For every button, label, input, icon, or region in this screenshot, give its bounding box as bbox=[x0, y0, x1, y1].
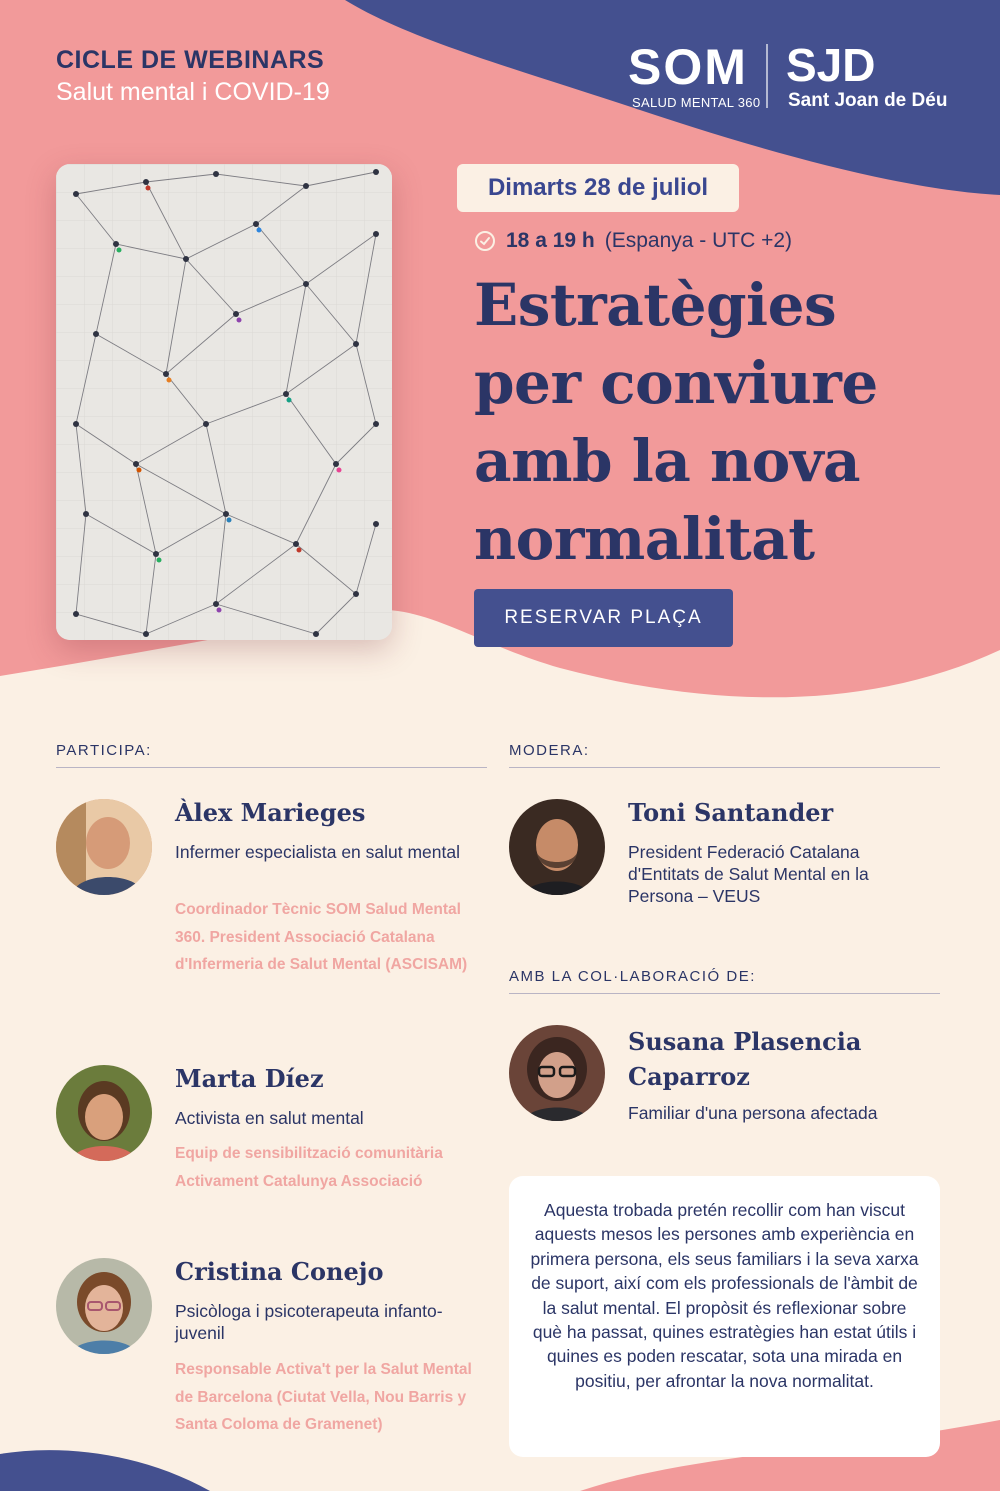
person-role: Activista en salut mental bbox=[175, 1108, 364, 1128]
description-box bbox=[509, 1176, 940, 1457]
logo-divider bbox=[766, 44, 768, 108]
person-name: Cristina Conejo bbox=[175, 1257, 384, 1286]
clock-icon bbox=[474, 230, 496, 252]
collab-heading: AMB LA COL·LABORACIÓ DE: bbox=[509, 968, 756, 985]
event-time-row bbox=[474, 226, 792, 256]
sjd-logo: SJD bbox=[786, 39, 876, 91]
avatar bbox=[56, 799, 152, 895]
event-title-line: Estratègies bbox=[474, 271, 837, 339]
avatar bbox=[509, 799, 605, 895]
person-name: Marta Díez bbox=[175, 1064, 324, 1093]
person-note: Equip de sensibilització comunitària Activament Catalunya Associació bbox=[175, 1145, 443, 1190]
event-timezone: (Espanya - UTC +2) bbox=[604, 229, 793, 252]
series-kicker: CICLE DE WEBINARS bbox=[56, 46, 325, 74]
event-date: Dimarts 28 de juliol bbox=[457, 164, 739, 212]
avatar bbox=[509, 1025, 605, 1121]
person-note: Coordinador Tècnic SOM Salud Mental 360. President Associació Catalana d'Infermeria de Salut Mental (ASCISAM) bbox=[175, 901, 468, 973]
person-name: Susana Plasencia Caparroz bbox=[628, 1027, 862, 1091]
series-topic: Salut mental i COVID-19 bbox=[56, 78, 330, 106]
person-role: Familiar d'una persona afectada bbox=[628, 1103, 878, 1123]
reserve-seat-button[interactable]: RESERVAR PLAÇA bbox=[474, 589, 733, 647]
person-role: Psicòloga i psicoterapeuta infanto-juvenil bbox=[175, 1301, 443, 1343]
avatar bbox=[56, 1258, 152, 1354]
person-note: Responsable Activa't per la Salut Mental de Barcelona (Ciutat Vella, Nou Barris y Santa Coloma de Gramenet) bbox=[175, 1361, 472, 1433]
event-title-line: per conviure bbox=[474, 349, 878, 417]
person-role: Infermer especialista en salut mental bbox=[175, 842, 460, 862]
participa-heading: PARTICIPA: bbox=[56, 742, 152, 759]
som-logo-subtitle: SALUD MENTAL 360 bbox=[632, 95, 761, 110]
event-time: 18 a 19 h bbox=[506, 229, 595, 252]
person-name: Toni Santander bbox=[628, 798, 834, 827]
collab-divider bbox=[509, 993, 940, 994]
participa-divider bbox=[56, 767, 487, 768]
modera-heading: MODERA: bbox=[509, 742, 590, 759]
description-text: Aquesta trobada pretén recollir com han viscut aquests mesos les persones amb experiència en primera persona, els seus familiars i la seva xarxa de suport, així com els professionals de l'àmbit de la salut mental. El propòsit és reflexionar sobre què ha passat, quines estratègies han estat útils i quines es poden rescatar, sota una mirada en positiu, per afrontar la nova normalitat. bbox=[530, 1200, 919, 1391]
sjd-logo-subtitle: Sant Joan de Déu bbox=[788, 90, 948, 111]
event-title bbox=[474, 266, 954, 578]
event-title-line: normalitat bbox=[474, 505, 815, 573]
event-title-line: amb la nova bbox=[474, 427, 861, 495]
person-role: President Federació Catalana d'Entitats de Salut Mental en la Persona – VEUS bbox=[628, 842, 869, 906]
modera-divider bbox=[509, 767, 940, 768]
network-crowd-photo bbox=[56, 164, 392, 640]
som-logo: SOM bbox=[628, 39, 748, 95]
person-name: Àlex Marieges bbox=[175, 798, 366, 827]
avatar bbox=[56, 1065, 152, 1161]
